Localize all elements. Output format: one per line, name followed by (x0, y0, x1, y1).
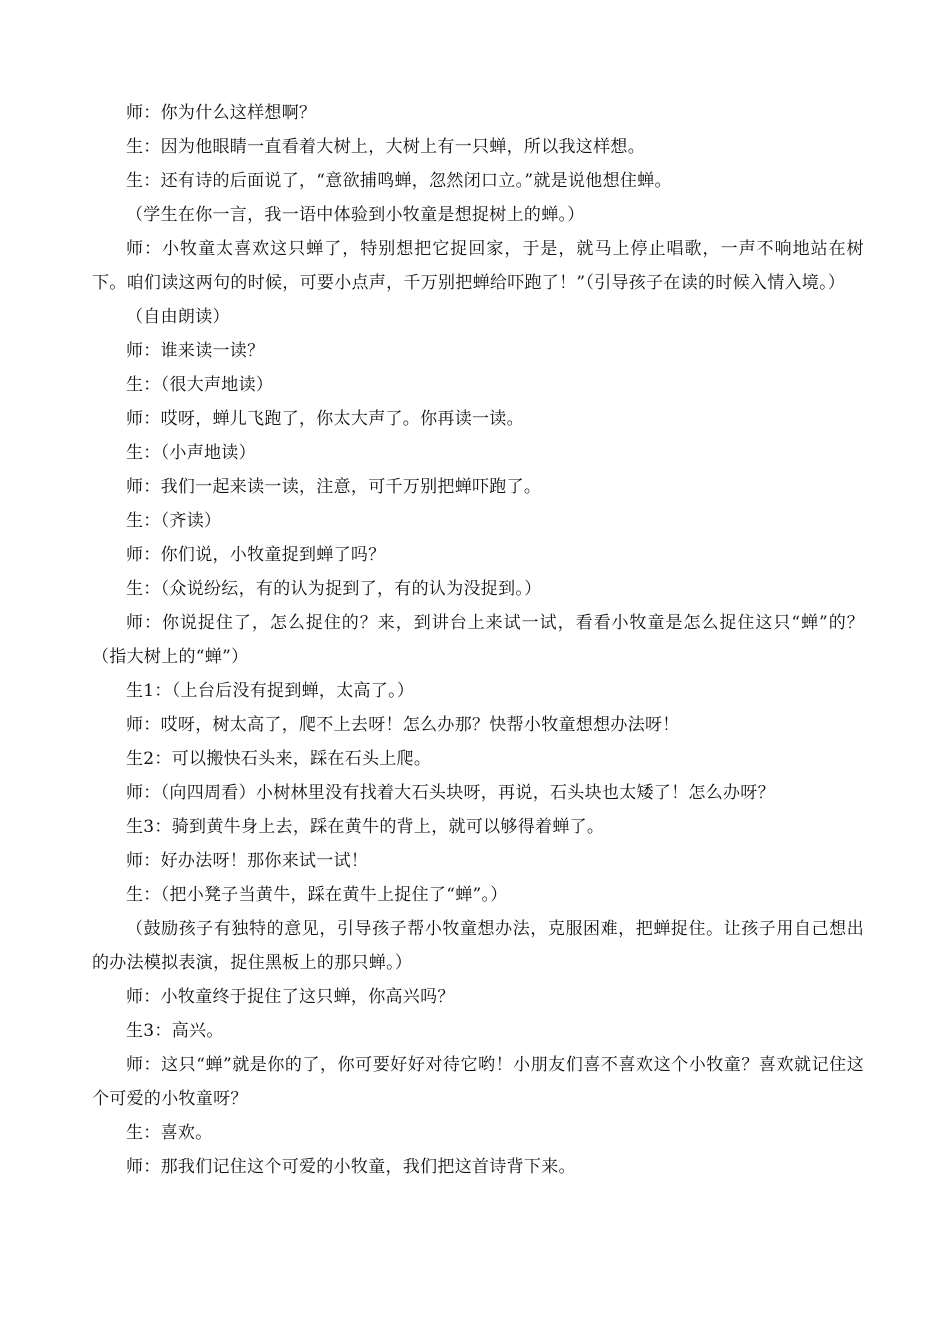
paragraph: 师：哎呀，蝉儿飞跑了，你太大声了。你再读一读。 (126, 409, 524, 429)
paragraph: 生3：高兴。 (126, 1021, 224, 1041)
paragraph: 生：（把小凳子当黄牛，踩在黄牛上捉住了“蝉”。） (126, 885, 508, 905)
paragraph: 生3：骑到黄牛身上去，踩在黄牛的背上，就可以够得着蝉了。 (126, 817, 605, 837)
paragraph: （自由朗读） (126, 307, 230, 327)
paragraph: （学生在你一言，我一语中体验到小牧童是想捉树上的蝉。） (126, 205, 585, 225)
paragraph: 师：小牧童太喜欢这只蝉了，特别想把它捉回家，于是，就马上停止唱歌，一声不响地站在树下。咱们读这两句的时候，可要小点声，千万别把蝉给吓跑了！”（引导孩子在读的时候入情入境。） (92, 239, 864, 293)
paragraph: 师：好办法呀！那你来试一试！ (126, 851, 369, 871)
paragraph: 生：（众说纷纭，有的认为捉到了，有的认为没捉到。） (126, 579, 542, 599)
paragraph: （鼓励孩子有独特的意见，引导孩子帮小牧童想办法，克服困难，把蝉捉住。让孩子用自己想出的办法模拟表演，捉住黑板上的那只蝉。） (92, 919, 864, 973)
paragraph: 生2：可以搬快石头来，踩在石头上爬。 (126, 749, 432, 769)
paragraph: 生：（小声地读） (126, 443, 256, 463)
paragraph: 生：喜欢。 (126, 1123, 213, 1143)
paragraph: 生1：（上台后没有捉到蝉，太高了。） (126, 681, 415, 701)
paragraph: 师：那我们记住这个可爱的小牧童，我们把这首诗背下来。 (126, 1157, 576, 1177)
paragraph: 生：（很大声地读） (126, 375, 274, 395)
paragraph: 师：哎呀，树太高了，爬不上去呀！怎么办那？快帮小牧童想想办法呀！ (126, 715, 680, 735)
document-page (92, 96, 864, 1184)
paragraph: 师：小牧童终于捉住了这只蝉，你高兴吗？ (126, 987, 455, 1007)
paragraph: 师：你们说，小牧童捉到蝉了吗？ (126, 545, 386, 565)
paragraph: 生：因为他眼睛一直看着大树上，大树上有一只蝉，所以我这样想。 (126, 137, 645, 157)
paragraph: 师：我们一起来读一读，注意，可千万别把蝉吓跑了。 (126, 477, 542, 497)
paragraph: 师：你为什么这样想啊？ (126, 103, 317, 123)
paragraph: 师：你说捉住了，怎么捉住的？来，到讲台上来试一试，看看小牧童是怎么捉住这只“蝉”的？（指大树上的“蝉”） (92, 613, 864, 667)
paragraph: 生：还有诗的后面说了，“意欲捕鸣蝉，忽然闭口立。”就是说他想住蝉。 (126, 171, 672, 191)
paragraph: 师：谁来读一读？ (126, 341, 265, 361)
paragraph: 师：这只“蝉”就是你的了，你可要好好对待它哟！小朋友们喜不喜欢这个小牧童？喜欢就记住这个可爱的小牧童呀？ (92, 1055, 864, 1109)
paragraph: 师：（向四周看）小树林里没有找着大石头块呀，再说，石头块也太矮了！怎么办呀？ (126, 783, 775, 803)
paragraph: 生：（齐读） (126, 511, 222, 531)
